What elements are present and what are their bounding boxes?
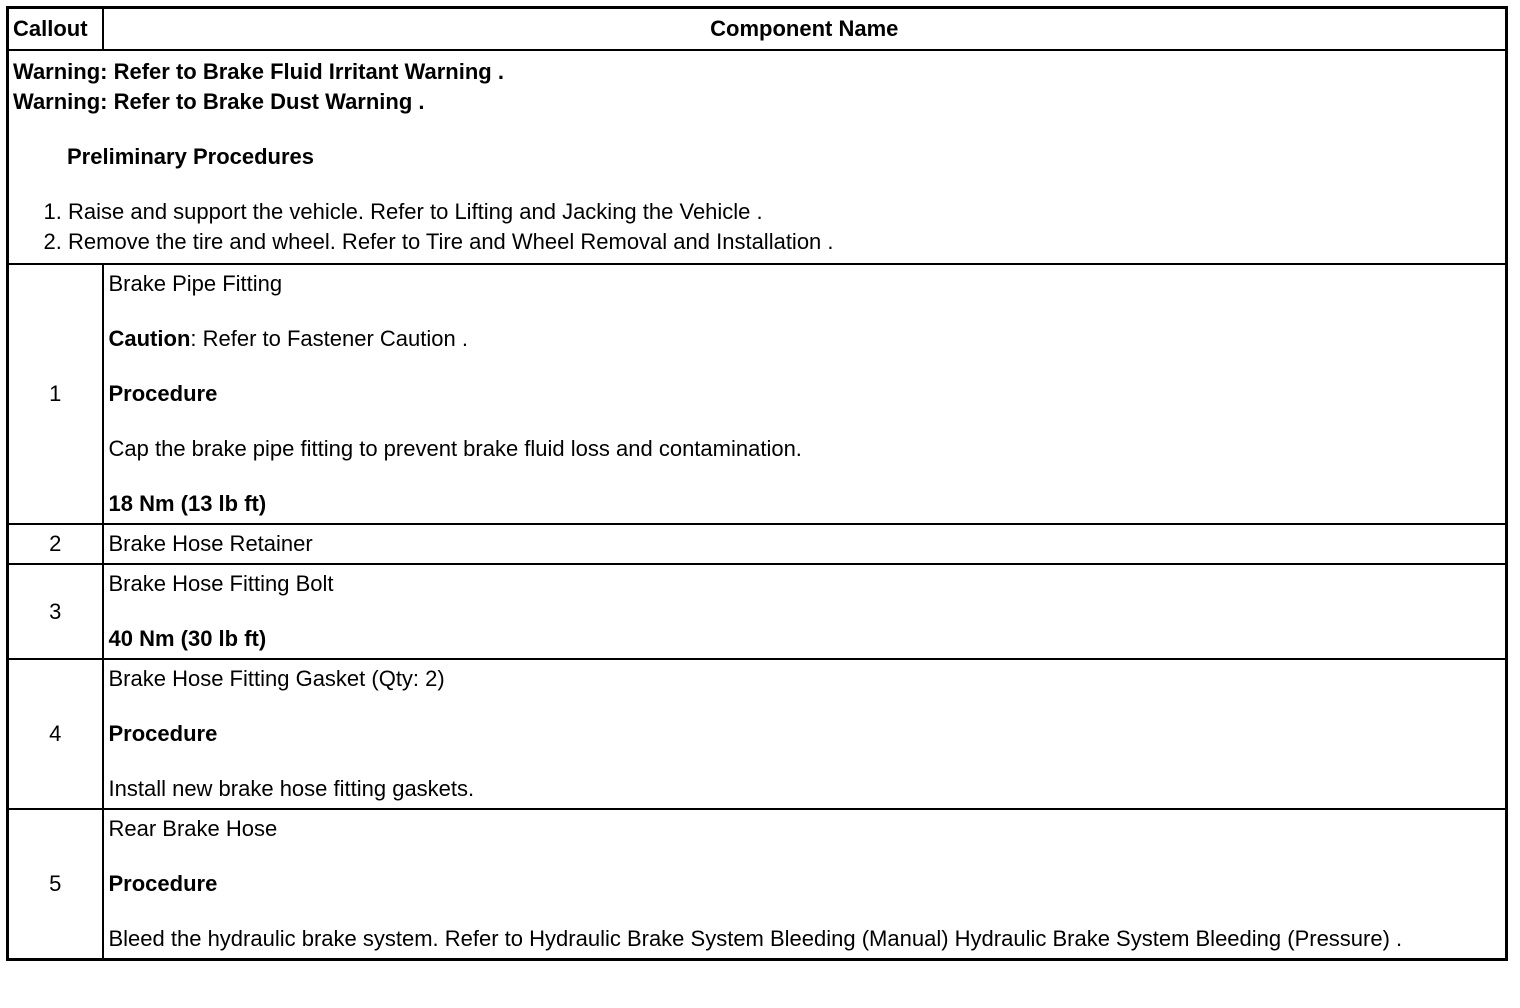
procedure-label: Procedure	[108, 721, 218, 746]
callout-header: Callout	[8, 8, 103, 51]
preliminary-cell	[8, 50, 1507, 264]
component-name: Brake Hose Retainer	[108, 531, 313, 556]
preliminary-title: Preliminary Procedures	[67, 144, 315, 169]
callout-number: 4	[8, 659, 103, 809]
table-row	[8, 659, 1507, 809]
table-row	[8, 564, 1507, 659]
component-cell	[103, 264, 1507, 524]
warning-fluid: Warning: Refer to Brake Fluid Irritant Warning .	[13, 59, 504, 84]
list-item: 2. Remove the tire and wheel. Refer to Tire and Wheel Removal and Installation .	[68, 227, 1501, 257]
component-cell	[103, 809, 1507, 960]
procedure-table	[6, 6, 1508, 961]
callout-number: 3	[8, 564, 103, 659]
caution-line	[109, 324, 1502, 354]
component-cell	[103, 564, 1507, 659]
list-item: 1. Raise and support the vehicle. Refer to Lifting and Jacking the Vehicle .	[68, 197, 1501, 227]
caution-text: : Refer to Fastener Caution .	[190, 326, 468, 351]
procedure-label: Procedure	[108, 871, 218, 896]
callout-number: 5	[8, 809, 103, 960]
table-row	[8, 264, 1507, 524]
component-name-header: Component Name	[103, 8, 1507, 51]
component-cell	[103, 524, 1507, 564]
procedure-text: Cap the brake pipe fitting to prevent brake fluid loss and contamination.	[108, 436, 802, 461]
component-name: Rear Brake Hose	[108, 816, 278, 841]
torque-spec: 40 Nm (30 lb ft)	[108, 626, 267, 651]
caution-label: Caution	[108, 326, 191, 351]
callout-number: 1	[8, 264, 103, 524]
component-name: Brake Hose Fitting Bolt	[108, 571, 334, 596]
procedure-label: Procedure	[108, 381, 218, 406]
component-name: Brake Hose Fitting Gasket (Qty: 2)	[108, 666, 445, 691]
table-row	[8, 809, 1507, 960]
preliminary-steps	[13, 197, 1501, 257]
procedure-text: Bleed the hydraulic brake system. Refer to Hydraulic Brake System Bleeding (Manual) Hydraulic Brake System Bleeding (Pressure) .	[108, 926, 1403, 951]
preliminary-row	[8, 50, 1507, 264]
warning-dust: Warning: Refer to Brake Dust Warning .	[13, 89, 425, 114]
component-cell	[103, 659, 1507, 809]
component-name: Brake Pipe Fitting	[108, 271, 283, 296]
torque-spec: 18 Nm (13 lb ft)	[108, 491, 267, 516]
table-header-row	[8, 8, 1507, 51]
table-row	[8, 524, 1507, 564]
procedure-text: Install new brake hose fitting gaskets.	[108, 776, 475, 801]
callout-number: 2	[8, 524, 103, 564]
